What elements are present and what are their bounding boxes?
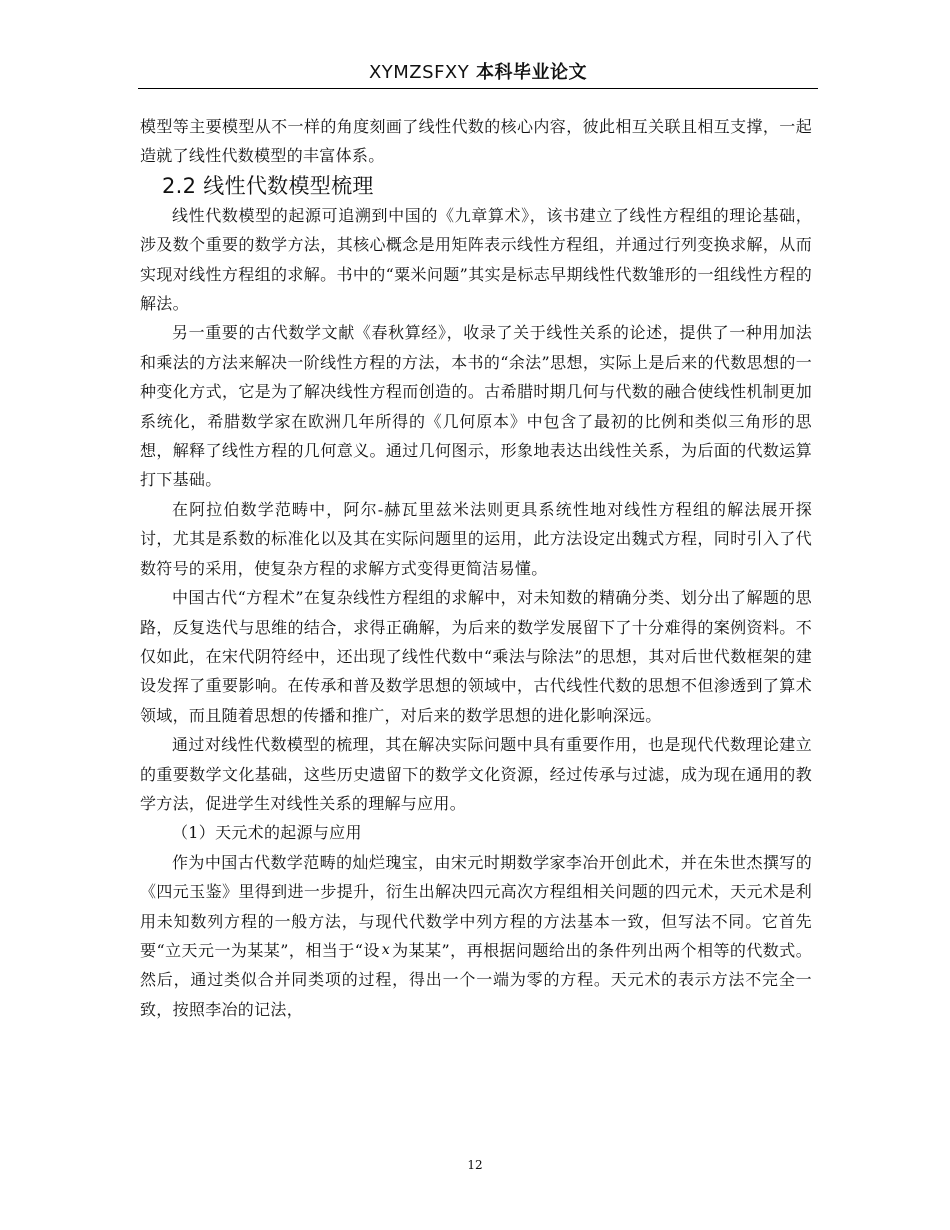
header-rule bbox=[138, 88, 818, 89]
tianyuan-text-after: 为某某”，再根据问题给出的条件列出两个相等的代数式。然后，通过类似合并同类项的过程，得出一个一端为零的方程。天元术的表示方法不完全一致，按照李冶的记法， bbox=[140, 940, 813, 1019]
running-header bbox=[138, 58, 818, 88]
paragraph-fangcheng: 中国古代“方程术”在复杂线性方程组的求解中，对未知数的精确分类、划分出了解题的思路，反复迭代与思维的结合，求得正确解，为后来的数学发展留下了十分难得的案例资料。不仅如此，在宋代阴符经中，还出现了线性代数中“乘法与除法”的思想，其对后世代数框架的建设发挥了重要影响。在传承和普及数学思想的领域中，古代线性代数的思想不但渗透到了算术领域，而且随着思想的传播和推广，对后来的数学思想的进化影响深远。 bbox=[140, 588, 812, 725]
section-heading: 2.2 线性代数模型梳理 bbox=[162, 173, 374, 198]
page-body bbox=[140, 112, 812, 1024]
subsection-heading: （1）天元术的起源与应用 bbox=[172, 823, 362, 843]
variable-x: x bbox=[381, 941, 391, 958]
paragraph-summary: 通过对线性代数模型的梳理，其在解决实际问题中具有重要作用，也是现代代数理论建立的重要数学文化基础，这些历史遗留下的数学文化资源，经过传承与过滤，成为现在通用的教学方法，促进学生对线性关系的理解与应用。 bbox=[140, 735, 812, 813]
continuation-paragraph: 模型等主要模型从不一样的角度刻画了线性代数的核心内容，彼此相互关联且相互支撑，一起造就了线性代数模型的丰富体系。 bbox=[140, 117, 812, 166]
header-title-suffix: 本科毕业论文 bbox=[469, 62, 588, 83]
paragraph-jiuzhang: 线性代数模型的起源可追溯到中国的《九章算术》，该书建立了线性方程组的理论基础，涉及数个重要的数学方法，其核心概念是用矩阵表示线性方程组，并通过行列变换求解，从而实现对线性方程组的求解。书中的“粟米问题”其实是标志早期线性代数雏形的一组线性方程的解法。 bbox=[140, 205, 812, 314]
paragraph-tianyuan bbox=[140, 848, 812, 1024]
tianyuan-text-before: 作为中国古代数学范畴的灿烂瑰宝，由宋元时期数学家李冶开创此术，并在朱世杰撰写的《四元玉鉴》里得到进一步提升，衍生出解决四元高次方程组相关问题的四元术，天元术是利用未知数列方程的一般方法，与现代代数学中列方程的方法基本一致，但写法不同。它首先要“立天元一为某某”，相当于“设 bbox=[140, 852, 812, 960]
paragraph-arabic: 在阿拉伯数学范畴中，阿尔-赫瓦里兹米法则更具系统性地对线性方程组的解法展开探讨，尤其是系数的标准化以及其在实际问题里的运用，此方法设定出魏式方程，同时引入了代数符号的采用，使复杂方程的求解方式变得更简洁易懂。 bbox=[140, 499, 812, 578]
page-number: 12 bbox=[467, 1158, 483, 1172]
paragraph-chunqiu: 另一重要的古代数学文献《春秋算经》，收录了关于线性关系的论述，提供了一种用加法和乘法的方法来解决一阶线性方程的方法，本书的“余法”思想，实际上是后来的代数思想的一种变化方式，它是为了解决线性方程而创造的。古希腊时期几何与代数的融合使线性机制更加系统化，希腊数学家在欧洲几年所得的《几何原本》中包含了最初的比例和类似三角形的思想，解释了线性方程的几何意义。通过几何图示，形象地表达出线性关系，为后面的代数运算打下基础。 bbox=[140, 323, 812, 490]
header-title-prefix: XYMZSFXY bbox=[368, 62, 470, 83]
